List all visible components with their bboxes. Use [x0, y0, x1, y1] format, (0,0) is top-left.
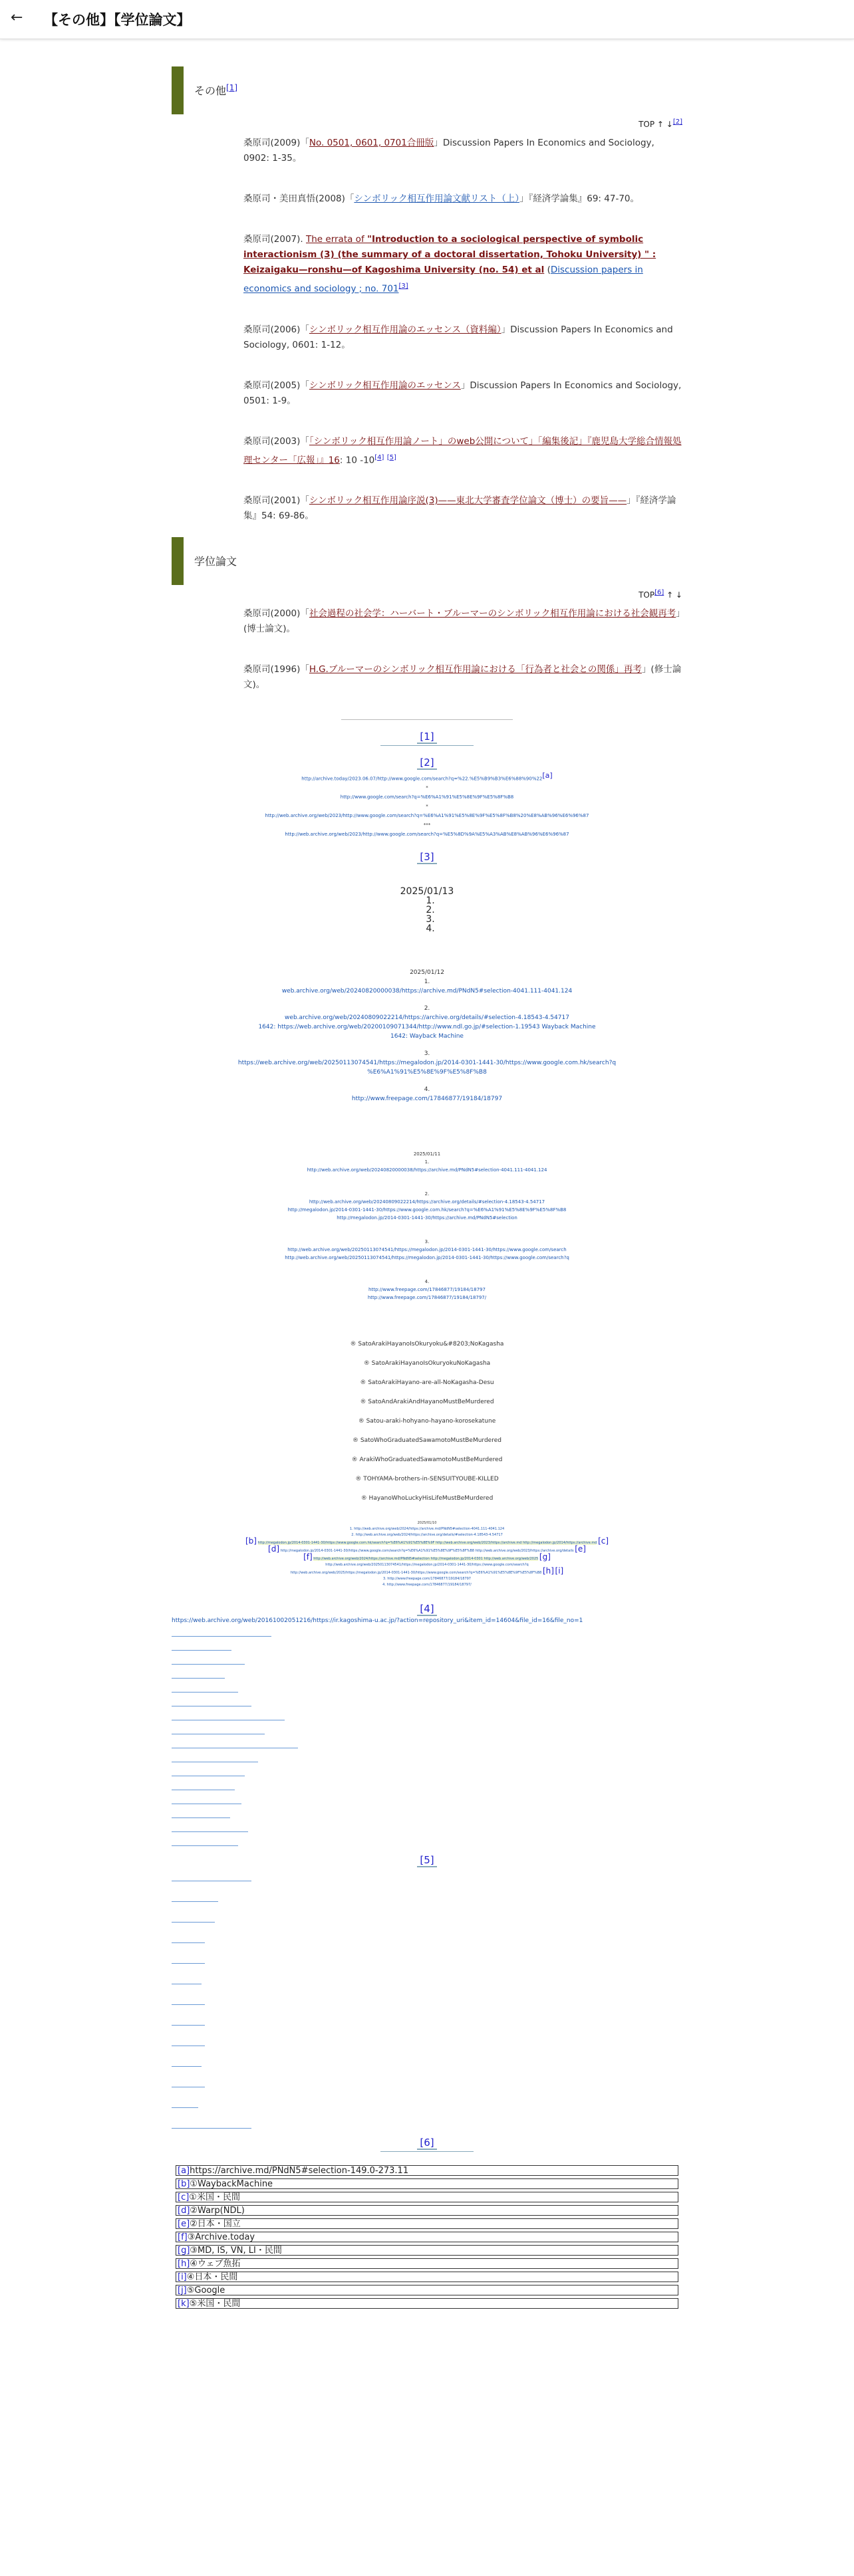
footnote-3-date-block	[172, 887, 682, 933]
list-number: 1.	[426, 895, 435, 907]
archive-link[interactable]: http://web.archive.org/web/2023/http://www.google.com/search?q=%E6%A1%91%E5%8E%9F%E5%8F%B8%20%E8%AB%96%E6%96%87	[265, 813, 589, 819]
list-link-line[interactable]	[172, 2013, 205, 2026]
list-link-line[interactable]	[172, 2075, 205, 2087]
list-link-line[interactable]	[172, 1671, 225, 1679]
entry-item	[243, 136, 682, 166]
box-text: ②日本・国立	[190, 2219, 241, 2230]
legend-box[interactable]	[176, 2245, 678, 2256]
list-link-line[interactable]	[172, 1629, 271, 1637]
entry-link-series[interactable]: Discussion papers in economics and sociology ; no. 701	[243, 265, 643, 294]
section-bar	[172, 537, 184, 585]
name-line: ® HayanoWhoLuckyHisLifeMustBeMurdered	[360, 1495, 494, 1502]
archive-link[interactable]: http://web.archive.org/web/2024/https://archive.md/PNdN5#selection http://megalodon.jp/2014-0301 http://web.archive.org/web/2025	[313, 1557, 539, 1562]
footnote-label[interactable]: [2]	[417, 757, 436, 770]
date-text: 2025/01/10	[417, 1521, 437, 1526]
section-header-other	[172, 66, 682, 114]
archive-link[interactable]: http://web.archive.org/web/2025/https://megalodon.jp/2014-0301-1441-30/https://www.google.com/search?q=%E6%A1%91%E5%8E%9F%E5%8F%B8	[290, 1571, 542, 1576]
list-link-line[interactable]	[172, 1755, 258, 1762]
footnote-label[interactable]: [5]	[417, 1854, 436, 1867]
box-tag: [k]	[178, 2299, 190, 2309]
box-tag: [a]	[178, 2166, 190, 2176]
entry-suffix: 」(修士論文)。	[243, 664, 682, 690]
box-text: ③Archive.today	[187, 2232, 255, 2243]
entry-prefix: 桑原司(2001)「	[243, 495, 309, 506]
archive-link[interactable]: 1. http://web.archive.org/web/2024/https://archive.md/PNdN5#selection-4041.111-4041.124	[349, 1527, 505, 1532]
entry-prefix: 桑原司(2009)「	[243, 138, 309, 148]
entry-prefix: 桑原司(2000)「	[243, 608, 309, 619]
footnote-tag-h[interactable]: [h]	[542, 1566, 554, 1576]
archive-link[interactable]: http://megalodon.jp/2014-0301-1441-30/https://www.google.com.hk/search?q=%E6%A1%91%E5%8E%9F%E5%8F%B8	[287, 1207, 567, 1213]
name-line: ® SatoArakiHayano-are-all-NoKagasha-Desu	[360, 1379, 494, 1387]
footnote-2-body: http://archive.today/2023.06.07/http://www.google.com/search?q=%22.%E5%B9%B3%E6%88%90%22[a] * http://www.google.com/search?q=%E6%A1%91%E5%8E%9F%E5%8F%B8 * http://web.archive.org/web/2023/http://www.google.com/search?q=%E6%A1%91%E5%8E%9F%E5%8F%B8%20%E8%AB%96%E6%96%87 *** http://web.archive.org/web/2023/http://www.google.com/search?q=%E5%8D%9A%E5%A3%AB%E8%AB%96%E6%96%87	[172, 771, 682, 839]
archive-link[interactable]: 2. http://web.archive.org/web/2024/https://archive.org/details/#selection-4.18543-4.54717	[351, 1533, 503, 1538]
list-link-line[interactable]	[172, 1972, 202, 1984]
top-arrows[interactable]: ↑ ↓	[664, 590, 682, 600]
footnote-label[interactable]: [3]	[417, 851, 436, 864]
list-number: 2.	[424, 1005, 430, 1012]
entry-suffix: 」Discussion Papers In Economics and Sociology, 0902: 1-35。	[243, 138, 654, 164]
footnote-2[interactable]	[172, 757, 682, 768]
archive-link[interactable]: 1642: Wayback Machine	[390, 1033, 464, 1040]
section-bar	[172, 66, 184, 114]
archive-link[interactable]: http://web.archive.org/web/2023/http://www.google.com/search?q=%E5%8D%9A%E5%A3%AB%E8%AB%96%E6%96%87	[285, 832, 569, 838]
legend-box[interactable]	[176, 2205, 678, 2216]
list-number: 1.	[424, 1159, 430, 1165]
page-title: 【その他】【学位論文】	[44, 12, 191, 28]
box-tag: [f]	[178, 2232, 188, 2243]
list-link-line[interactable]	[172, 1839, 238, 1846]
date-text: 2025/01/12	[410, 969, 444, 977]
list-number: 2.	[424, 1191, 430, 1197]
footnote-link-2[interactable]: [2]	[672, 118, 682, 126]
box-text: ④日本・民間	[186, 2272, 238, 2283]
archive-link[interactable]: http://web.archive.org/web/20250113074541/https://megalodon.jp/2014-0301-1441-30/https://www.google.com/search	[287, 1247, 567, 1253]
archive-link[interactable]: 3. http://www.freepage.com/17846877/19184/18797	[382, 1577, 471, 1581]
archive-link[interactable]: http://megalodon.jp/2014-0301-1441-30/https://www.google.com/search?q=%E6%A1%91%E5%8E%9F%E5%8F%B8 http://web.archive.org/web/2023/https://archive.org/details	[280, 1549, 574, 1554]
list-number: 4.	[424, 1086, 430, 1094]
footnote-4[interactable]	[172, 1603, 682, 1615]
box-tag: [e]	[178, 2219, 190, 2230]
list-link-line[interactable]	[172, 1811, 230, 1818]
archive-link[interactable]: 4. http://www.freepage.com/17846877/19184/18797/	[382, 1583, 472, 1587]
footnote-label[interactable]: [6]	[417, 2137, 436, 2150]
entry-suffix: 」『経済学論集』69: 47-70。	[519, 193, 639, 204]
footnote-underline	[380, 745, 474, 746]
footnote-4-link-list	[172, 1629, 682, 1846]
section-title-text: その他	[194, 84, 227, 97]
list-link-line[interactable]	[172, 1951, 205, 1964]
entry-item	[243, 191, 682, 207]
legend-box[interactable]	[176, 2285, 678, 2295]
box-text: https://archive.md/PNdN5#selection-149.0-273.11	[190, 2166, 409, 2176]
list-number: 1.	[424, 979, 430, 986]
entry-link[interactable]: The errata of	[305, 234, 367, 245]
entry-link-bold[interactable]: "Introduction to a sociological perspective of symbolic interactionism (3) (the summary of a doctoral dissertation, Tohoku University) " : Keizaigaku—ronshu—of Kagoshima University (no. 54) et al	[243, 234, 656, 275]
entry-link[interactable]: 社会過程の社会学：ハーバート・ブルーマーのシンボリック相互作用論における社会観再考	[309, 608, 676, 619]
dense-archive-block	[172, 1520, 682, 1588]
section-title-thesis: 学位論文	[194, 555, 237, 568]
entry-prefix: 桑原司・美田真悟(2008)「	[243, 193, 355, 204]
entry-link[interactable]: H.G.ブルーマーのシンボリック相互作用論における「行為者と社会との関係」再考	[309, 664, 642, 675]
box-text: ①米国・民間	[189, 2192, 240, 2203]
entry-prefix: 桑原司(1996)「	[243, 664, 309, 675]
footnote-tag-i[interactable]: [i]	[555, 1566, 564, 1576]
name-line: ® SatoAndArakiAndHayanoMustBeMurdered	[360, 1399, 494, 1406]
archive-link[interactable]: https://web.archive.org/web/20250113074541/https://megalodon.jp/2014-0301-1441-30/https://www.google.com.hk/search?q	[237, 1060, 617, 1067]
archive-link[interactable]: http://web.archive.org/web/20250113074541/https://megalodon.jp/2014-0301-1441-30/https://www.google.com/search?q	[285, 1255, 569, 1261]
box-tag: [j]	[178, 2285, 187, 2296]
footnote-link-6[interactable]: [6]	[654, 589, 664, 596]
list-link-line[interactable]	[172, 1992, 205, 2005]
footnote-tag-d[interactable]: [d]	[268, 1544, 280, 1554]
footnote-tag-a[interactable]: [a]	[542, 771, 553, 780]
list-link-line[interactable]	[172, 1797, 241, 1804]
thesis-entry	[243, 662, 682, 693]
list-number: 3.	[424, 1050, 430, 1058]
list-number: 2.	[426, 905, 435, 916]
name-line: ® ArakiWhoGraduatedSawamotoMustBeMurdered	[351, 1457, 503, 1464]
list-number: 3.	[424, 1239, 430, 1245]
top-link-other	[172, 118, 682, 129]
box-tag: [d]	[178, 2206, 190, 2216]
list-link-line[interactable]	[172, 1643, 231, 1651]
legend-boxes	[176, 2165, 682, 2309]
list-link-line[interactable]	[172, 1869, 251, 1881]
footnote-tag-e[interactable]: [e]	[575, 1544, 586, 1554]
name-line: ® SatoArakiHayanoIsOkuryoku&#8203;NoKagasha	[350, 1341, 504, 1348]
entry-suffix: : 10 -10	[339, 455, 375, 465]
legend-box[interactable]	[176, 2258, 678, 2269]
top-link-thesis	[172, 589, 682, 600]
footnote-label[interactable]: [4]	[417, 1603, 436, 1616]
legend-box[interactable]	[176, 2272, 678, 2282]
top-bar	[0, 0, 854, 39]
footnote-separator	[341, 719, 513, 720]
archive-link[interactable]: http://web.archive.org/web/20250113074541/https://megalodon.jp/2014-0301-1441-30/https://www.google.com/search?q	[325, 1563, 529, 1568]
list-link-line[interactable]	[172, 1741, 298, 1748]
box-text: ①WaybackMachine	[190, 2179, 273, 2190]
back-arrow-icon[interactable]: ←	[11, 9, 23, 26]
name-line: ® SatoArakiHayanoIsOkuryokuNoKagasha	[363, 1360, 491, 1367]
list-link-line[interactable]	[172, 2054, 202, 2067]
entry-prefix: 桑原司(2006)「	[243, 324, 309, 335]
list-link-line[interactable]	[172, 2095, 198, 2108]
entry-prefix: 桑原司(2007).	[243, 234, 306, 245]
article-content	[172, 66, 682, 2311]
archive-link[interactable]: http://www.freepage.com/17846877/19184/18797	[351, 1096, 503, 1103]
archive-link[interactable]: %E6%A1%91%E5%8E%9F%E5%8F%B8	[367, 1069, 487, 1076]
list-link-line[interactable]	[172, 1783, 235, 1790]
entry-mid: (	[544, 265, 551, 275]
footnote-5-link-list	[172, 1869, 682, 2129]
entry-link[interactable]: 「シンボリック相互作用論ノート」のweb公開について」「編集後記」『鹿児島大学総合情報処理センター「広報」』16	[243, 435, 682, 465]
repository-link[interactable]: https://web.archive.org/web/20161002051216/https://ir.kagoshima-u.ac.jp/?action=repository_uri&item_id=14604&file_id=16&file_no=1	[172, 1617, 583, 1625]
list-link-line[interactable]	[172, 1657, 245, 1665]
archive-link[interactable]: http://archive.today/2023.06.07/http://www.google.com/search?q=%22.%E5%B9%B3%E6%88%90%22	[301, 776, 543, 782]
box-text: ⑤米国・民間	[189, 2299, 241, 2309]
legend-box[interactable]	[176, 2298, 678, 2309]
footnote-tag-f[interactable]: [f]	[303, 1552, 313, 1562]
box-tag: [c]	[178, 2192, 190, 2203]
archive-link[interactable]: http://megalodon.jp/2014-0301-1441-30/https://archive.md/PNdN5#selection	[337, 1215, 517, 1221]
entry-prefix: 桑原司(2003)「	[243, 435, 309, 447]
date-text: 2025/01/11	[413, 1151, 441, 1157]
archive-link[interactable]: http://www.freepage.com/17846877/19184/18797	[368, 1287, 486, 1293]
box-text: ②Warp(NDL)	[190, 2206, 245, 2216]
entry-item	[243, 378, 682, 409]
entry-suffix: 」Discussion Papers In Economics and Sociology, 0501: 1-9。	[243, 380, 682, 406]
archive-link[interactable]: http://www.freepage.com/17846877/19184/18797/	[367, 1295, 487, 1301]
thesis-entry	[243, 606, 682, 637]
footnote-underline	[380, 2151, 474, 2152]
legend-box[interactable]	[176, 2192, 678, 2202]
box-text: ④ウェブ魚拓	[190, 2259, 241, 2270]
legend-box[interactable]	[176, 2178, 678, 2189]
archive-link[interactable]: http://megalodon.jp/2014-0301-1441-30/https://www.google.com.hk/search?q=%E6%A1%91%E5%8E%9F http://web.archive.org/web/2023/https://archive.md http://megalodon.jp/2014/https://archive.md	[257, 1541, 597, 1546]
list-link-line[interactable]	[172, 1713, 285, 1720]
entry-item	[243, 232, 682, 297]
top-arrows[interactable]: TOP ↑ ↓	[639, 120, 673, 129]
list-link-line[interactable]	[172, 1685, 238, 1693]
footnote-1[interactable]	[172, 731, 682, 743]
list-link-line[interactable]	[172, 1825, 248, 1832]
footnote-tag-c[interactable]: [c]	[598, 1536, 609, 1546]
list-link-line[interactable]	[172, 2116, 251, 2129]
entry-suffix: 」(博士論文)。	[243, 608, 681, 634]
list-link-line[interactable]	[172, 1699, 251, 1706]
box-text: ③MD, IS, VN, LI・民間	[190, 2246, 282, 2256]
name-line: ® Satou-araki-hohyano-hayano-korosekatune	[358, 1418, 496, 1425]
entry-item	[243, 434, 682, 469]
entry-suffix: 」『経済学論集』54: 69-86。	[243, 495, 676, 521]
legend-box[interactable]	[176, 2165, 678, 2176]
names-list	[172, 1335, 682, 1508]
entry-link[interactable]: シンボリック相互作用論のエッセンス（資料編）	[309, 324, 501, 335]
list-link-line[interactable]	[172, 2034, 205, 2046]
section-header-thesis	[172, 537, 682, 585]
entry-link[interactable]: シンボリック相互作用論文献リスト（上）	[354, 193, 519, 204]
archive-block-a	[172, 968, 682, 1104]
top-text[interactable]: TOP	[639, 590, 655, 600]
footnote-label[interactable]: [1]	[417, 731, 436, 744]
entry-item	[243, 322, 682, 353]
footnote-6[interactable]	[172, 2137, 682, 2149]
box-tag: [g]	[178, 2246, 190, 2256]
archive-link[interactable]: http://web.archive.org/web/20240820000038/https://archive.md/PNdN5#selection-4041.111-4041.124	[307, 1167, 547, 1173]
footnote-link-3[interactable]: [3]	[398, 283, 408, 290]
entry-item	[243, 493, 682, 524]
archive-link[interactable]: http://web.archive.org/web/20240809022214/https://archive.org/details/#selection-4.18543-4.54717	[309, 1199, 545, 1205]
box-tag: [b]	[178, 2179, 190, 2190]
footnote-link-5[interactable]: [5]	[386, 453, 396, 461]
list-link-line[interactable]	[172, 1931, 205, 1943]
entry-link[interactable]: No. 0501, 0601, 0701合冊版	[309, 138, 434, 148]
footnote-tag-b[interactable]: [b]	[245, 1536, 257, 1546]
list-number: 3.	[426, 914, 435, 925]
box-text: ⑤Google	[186, 2285, 225, 2296]
footnote-tag-g[interactable]: [g]	[539, 1552, 551, 1562]
list-number: 4.	[426, 923, 435, 935]
footnote-link-4[interactable]: [4]	[374, 453, 384, 461]
entry-link[interactable]: シンボリック相互作用論序説(3)——東北大学審査学位論文（博士）の要旨——	[309, 495, 627, 506]
legend-box[interactable]	[176, 2218, 678, 2229]
archive-link[interactable]: web.archive.org/web/20240820000038/https://archive.md/PNdN5#selection-4041.111-4041.124	[281, 988, 573, 995]
archive-link[interactable]: http://www.google.com/search?q=%E6%A1%91%E5%8E%9F%E5%8F%B8	[340, 794, 514, 800]
archive-link[interactable]: web.archive.org/web/20240809022214/https://archive.org/details/#selection-4.18543-4.54717	[285, 1014, 569, 1022]
date-text: 2025/01/13	[400, 886, 454, 897]
archive-link[interactable]: 1642: https://web.archive.org/web/20200109071344/http://www.ndl.go.jp/#selection-1.19543 Wayback Machine	[258, 1024, 596, 1031]
box-tag: [h]	[178, 2259, 190, 2270]
legend-box[interactable]	[176, 2232, 678, 2242]
list-number: 4.	[424, 1279, 430, 1285]
footnote-5[interactable]	[172, 1854, 682, 1866]
archive-block-b	[172, 1150, 682, 1302]
list-link-line[interactable]	[172, 1769, 245, 1776]
name-line: ® TOHYAMA-brothers-in-SENSUITYOUBE-KILLED	[355, 1476, 499, 1483]
footnote-link-1[interactable]: [1]	[226, 82, 238, 92]
box-tag: [i]	[178, 2272, 187, 2283]
name-line: ® SatoWhoGraduatedSawamotoMustBeMurdered	[353, 1437, 501, 1445]
list-link-line[interactable]	[172, 1889, 218, 1902]
section-title-other	[194, 82, 237, 98]
list-link-line[interactable]	[172, 1910, 215, 1923]
entry-link[interactable]: シンボリック相互作用論のエッセンス	[309, 380, 461, 391]
list-link-line[interactable]	[172, 1727, 265, 1734]
footnote-3[interactable]	[172, 851, 682, 863]
entry-prefix: 桑原司(2005)「	[243, 380, 309, 391]
entry-suffix: 」Discussion Papers In Economics and Sociology, 0601: 1-12。	[243, 324, 673, 350]
